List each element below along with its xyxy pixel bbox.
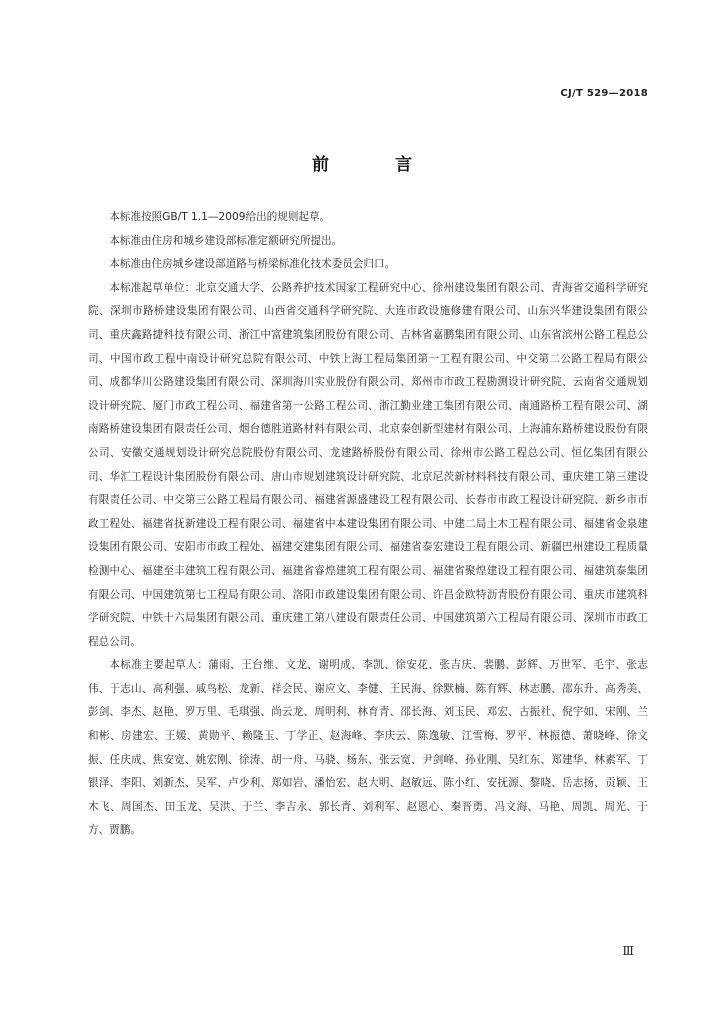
paragraph-proposer: 本标准由住房和城乡建设部标准定额研究所提出。 (109, 234, 343, 247)
page-number: Ⅲ (622, 944, 634, 958)
page-title: 前 言 (312, 155, 442, 175)
paragraph-drafting-rules: 本标准按照GB/T 1.1—2009给出的规则起草。 (109, 211, 331, 223)
paragraph-main-drafters: 本标准主要起草人：蒲雨、王台维、文龙、谢明成、李凯、徐安花、张吉庆、裴鹏、彭辉、万世军、毛宇、张志伟、于志山、高利强、戚鸟松、龙新、祥会民、谢应文、李健、王民海、徐默楠、陈有辉、林志鹏、邵东升、高秀美、彭剑、李杰、赵艳、罗万里、毛琪强、尚云龙、周明利、林育青、邵长海、刘玉民、邓宏、古振社、倪宇如、宋刚、兰和彬、房建宏、王媛、黄勋平、赖隆玉、丁学正、赵海峰、李庆云、陈逸敏、江雪梅、罗平、林振德、萧晓峰、徐文振、任庆成、焦安宽、姚宏刚、徐涛、胡一舟、马骁、杨东、张云宽、尹剑峰、孙业刚、吴红东、郑建华、林素军、丁银泽、李阳、刘新杰、吴军、卢少利、郑如岩、潘怡宏、赵大明、赵敏远、陈小红、安抚源、黎晓、岳志扬、贡颖、王木飞、周国杰、田玉龙、吴洪、于兰、李吉永、郭长青、刘利军、赵恩心、秦晋勇、冯文海、马艳、周凯、周光、于方、贾鹏。 (88, 659, 648, 837)
paragraph-responsible-committee: 本标准由住房城乡建设部道路与桥梁标准化技术委员会归口。 (109, 258, 396, 271)
standard-code: CJ/T 529—2018 (560, 88, 648, 99)
body-text (88, 206, 648, 843)
paragraph-drafting-organizations: 本标准起草单位：北京交通大学、公路养护技术国家工程研究中心、徐州建设集团有限公司、青海省交通科学研究院、深圳市路桥建设集团有限公司、山西省交通科学研究院、大连市政设施修建有限公司、山东兴华建设集团有限公司、重庆鑫路捷科技有限公司、浙江中富建筑集团股份有限公司、吉林省嘉鹏集团有限公司、山东省滨州公路工程总公司、中国市政工程中南设计研究总院有限公司、中铁上海工程局集团第一工程有限公司、中交第二公路工程局有限公司、成都华川公路建设集团有限公司、深圳海川实业股份有限公司、郑州市市政工程勘测设计研究院、云南省交通规划设计研究院、厦门市政工程公司、福建省第一公路工程公司、浙江勤业建工集团有限公司、南通路桥工程有限公司、湖南路桥建设集团有限责任公司、烟台德胜道路材料有限公司、北京泰创新型建材有限公司、上海浦东路桥建设股份有限公司、安徽交通规划设计研究总院股份有限公司、龙建路桥股份有限公司、徐州市公路工程总公司、恒亿集团有限公司、华汇工程设计集团股份有限公司、唐山市规划建筑设计研究院、北京尼茨新材料科技有限公司、重庆建工第三建设有限责任公司、中交第三公路工程局有限公司、福建省源盛建设工程有限公司、长春市市政工程设计研究院、新乡市市政工程处、福建省抚新建设工程有限公司、福建省中本建设集团有限公司、中建二局土木工程有限公司、福建省金泉建设集团有限公司、安阳市市政工程处、福建交建集团有限公司、福建省泰宏建设工程有限公司、新疆巴州建设工程质量检测中心、福建至丰建筑工程有限公司、福建省睿煌建筑工程有限公司、福建省聚煌建设工程有限公司、福建筑泰集团有限公司、中国建筑第七工程局有限公司、洛阳市政建设集团有限公司、许昌金欧特沥青股份有限公司、重庆市建筑科学研究院、中铁十六局集团有限公司、重庆建工第八建设有限责任公司、中国建筑第六工程局有限公司、深圳市市政工程总公司。 (88, 281, 648, 648)
